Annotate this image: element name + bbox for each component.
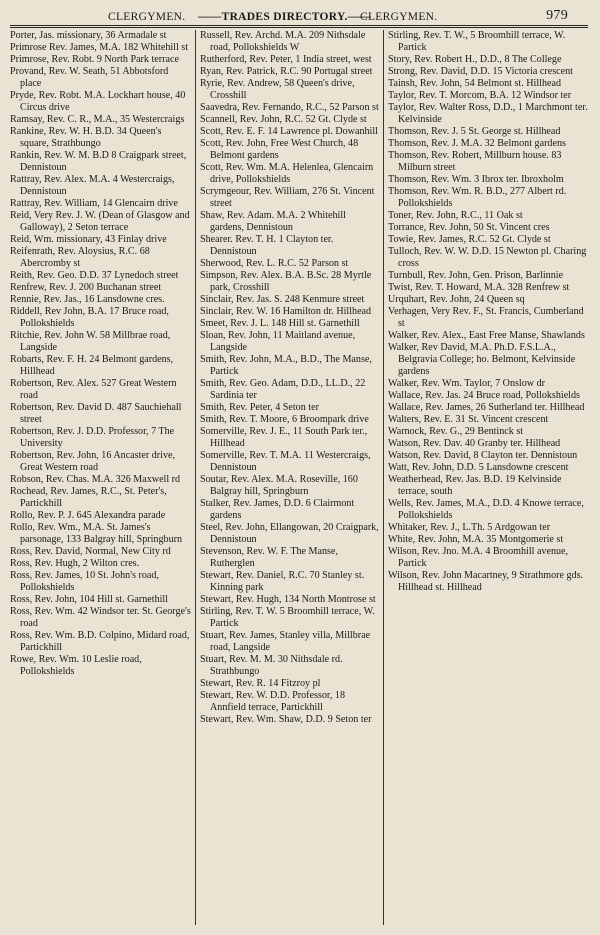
directory-entry: Wells, Rev. James, M.A., D.D. 4 Knowe terrace, Pollokshields [388,498,584,521]
directory-entry: Rankin, Rev. W. M. B.D 8 Craigpark street, Dennistoun [10,150,187,173]
header-rule-bottom [10,27,588,28]
directory-entry: Ross, Rev. David, Normal, New City rd [10,546,171,557]
directory-entry: Rutherford, Rev. Peter, 1 India street, west [200,54,372,65]
directory-entry: Scrymgeour, Rev. William, 276 St. Vincent street [200,186,375,209]
column-divider [383,30,384,925]
directory-entry: Wilson, Rev. Jno. M.A. 4 Broomhill avenue, Partick [388,546,569,569]
directory-entry: Rennie, Rev. Jas., 16 Lansdowne cres. [10,294,165,305]
directory-entry: Sherwood, Rev. L. R.C. 52 Parson st [200,258,349,269]
directory-entry: Porter, Jas. missionary, 36 Armadale st [10,30,167,41]
directory-entry: Ross, Rev. Hugh, 2 Wilton cres. [10,558,140,569]
directory-entry: Weatherhead, Rev. Jas. B.D. 19 Kelvinside terrace, south [388,474,562,497]
directory-entry: Scannell, Rev. John, R.C. 52 Gt. Clyde st [200,114,367,125]
directory-entry: Somerville, Rev. T. M.A. 11 Westercraigs, Dennistoun [200,450,371,473]
directory-entry: Shearer. Rev. T. H. 1 Clayton ter. Dennistoun [200,234,334,257]
directory-entry: Stewart, Rev. Wm. Shaw, D.D. 9 Seton ter [200,714,372,725]
directory-entry: Primrose Rev. James, M.A. 182 Whitehill st [10,42,189,53]
directory-entry: Renfrew, Rev. J. 200 Buchanan street [10,282,162,293]
directory-entry: Simpson, Rev. Alex. B.A. B.Sc. 28 Myrtle park, Crosshill [200,270,372,293]
directory-entry: Soutar, Rev. Alex. M.A. Roseville, 160 Balgray hill, Springburn [200,474,358,497]
directory-entry: Stevenson, Rev. W. F. The Manse, Rutherglen [200,546,338,569]
directory-entry: Stuart, Rev. James, Stanley villa, Millbrae road, Langside [200,630,371,653]
directory-entry: Scott, Rev. Wm. M.A. Helenlea, Glencairn drive, Pollokshields [200,162,374,185]
directory-entry: Verhagen, Very Rev. F., St. Francis, Cumberland st [388,306,584,329]
directory-entry: Warnock, Rev. G., 29 Bentinck st [388,426,524,437]
directory-entry: Robertson, Rev. David D. 487 Sauchiehall street [10,402,182,425]
directory-entry: Sloan, Rev. John, 11 Maitland avenue, Langside [200,330,356,353]
directory-entry: Rankine, Rev. W. H. B.D. 34 Queen's square, Strathbungo [10,126,162,149]
directory-entry: Robson, Rev. Chas. M.A. 326 Maxwell rd [10,474,181,485]
directory-entry: Steel, Rev. John, Ellangowan, 20 Craigpark, Dennistoun [200,522,379,545]
directory-entry: Robertson, Rev. J. D.D. Professor, 7 The University [10,426,175,449]
directory-entry: Riddell, Rev John, B.A. 17 Bruce road, Pollokshields [10,306,169,329]
directory-entry: Rattray, Rev. William, 14 Glencairn drive [10,198,178,209]
directory-entry: Urquhart, Rev. John, 24 Queen sq [388,294,525,305]
directory-entry: Torrance, Rev. John, 50 St. Vincent cres [388,222,550,233]
column-1 [10,30,192,925]
directory-entry: Toner, Rev. John, R.C., 11 Oak st [388,210,523,221]
directory-entry: Ryan, Rev. Patrick, R.C. 90 Portugal street [200,66,373,77]
directory-entry: Twist, Rev. T. Howard, M.A. 328 Renfrew st [388,282,570,293]
directory-entry: White, Rev. John, M.A. 35 Montgomerie st [388,534,564,545]
directory-entry: Ramsay, Rev. C. R., M.A., 35 Westercraigs [10,114,185,125]
directory-entry: Ross, Rev. James, 10 St. John's road, Pollokshields [10,570,159,593]
directory-entry: Smith, Rev. Geo. Adam, D.D., LL.D., 22 Sardinia ter [200,378,366,401]
directory-entry: Walker, Rev David, M.A. Ph.D. F.S.L.A., Belgravia College; ho. Belmont, Kelvinside gardens [388,342,576,377]
directory-entry: Ross, Rev. Wm. B.D. Colpino, Midard road, Partickhill [10,630,190,653]
directory-entry: Reith, Rev. Geo. D.D. 37 Lynedoch street [10,270,179,281]
directory-entry: Thomson, Rev. Wm. 3 Ibrox ter. Ibroxholm [388,174,564,185]
directory-entry: Reid, Very Rev. J. W. (Dean of Glasgow and Galloway), 2 Seton terrace [10,210,190,233]
directory-entry: Strong, Rev. David, D.D. 15 Victoria crescent [388,66,573,77]
directory-entry: Ryrie, Rev. Andrew, 58 Queen's drive, Crosshill [200,78,355,101]
directory-entry: Stuart, Rev. M. M. 30 Nithsdale rd. Strathbungo [200,654,343,677]
directory-entry: Stirling, Rev. T. W. 5 Broomhill terrace, W. Partick [200,606,375,629]
column-2 [200,30,380,925]
directory-entry: Primrose, Rev. Robt. 9 North Park terrace [10,54,179,65]
directory-entry: Tulloch, Rev. W. W. D.D. 15 Newton pl. Charing cross [388,246,587,269]
directory-entry: Stalker, Rev. James, D.D. 6 Clairmont gardens [200,498,355,521]
directory-entry: Scott, Rev. John, Free West Church, 48 Belmont gardens [200,138,359,161]
directory-entry: Tainsh, Rev. John, 54 Belmont st. Hillhead [388,78,562,89]
header-left-label: CLERGYMEN. [108,11,186,23]
page-header [100,8,570,24]
directory-entry: Sinclair, Rev. W. 16 Hamilton dr. Hillhead [200,306,372,317]
header-rule-top [10,25,588,26]
directory-entry: Rochead, Rev. James, R.C., St. Peter's, Partickhill [10,486,167,509]
directory-entry: Provand, Rev. W. Seath, 51 Abbotsford place [10,66,169,89]
header-center-title: ——TRADES DIRECTORY.—— [198,11,372,23]
directory-entry: Wallace, Rev. Jas. 24 Bruce road, Pollokshields [388,390,580,401]
directory-entry: Pryde, Rev. Robt. M.A. Lockhart house, 40 Circus drive [10,90,186,113]
directory-entry: Walker, Rev. Alex., East Free Manse, Shawlands [388,330,585,341]
directory-entry: Robertson, Rev. Alex. 527 Great Western road [10,378,177,401]
directory-entry: Stewart, Rev. Hugh, 134 North Montrose st [200,594,376,605]
directory-entry: Walters, Rev. E. 31 St. Vincent crescent [388,414,549,425]
directory-entry: Watson, Rev. Dav. 40 Granby ter. Hillhead [388,438,561,449]
directory-entry: Stewart, Rev. Daniel, R.C. 70 Stanley st. Kinning park [200,570,365,593]
directory-entry: Ritchie, Rev. John W. 58 Millbrae road, Langside [10,330,171,353]
directory-entry: Smeet, Rev. J. L. 148 Hill st. Garnethill [200,318,360,329]
header-right-label: CLERGYMEN. [360,11,438,23]
directory-entry: Saavedra, Rev. Fernando, R.C., 52 Parson st [200,102,379,113]
directory-entry: Thomson, Rev. Wm. R. B.D., 277 Albert rd. Pollokshields [388,186,567,209]
directory-entry: Rollo, Rev. P. J. 645 Alexandra parade [10,510,166,521]
directory-entry: Robertson, Rev. John, 16 Ancaster drive, Great Western road [10,450,176,473]
directory-entry: Sinclair, Rev. Jas. S. 248 Kenmure street [200,294,365,305]
directory-entry: Shaw, Rev. Adam. M.A. 2 Whitehill gardens, Dennistoun [200,210,346,233]
page-number: 979 [546,8,568,23]
directory-entry: Taylor, Rev. Walter Ross, D.D., 1 Marchmont ter. Kelvinside [388,102,588,125]
directory-entry: Thomson, Rev. Robert, Millburn house. 83 Milburn street [388,150,562,173]
directory-entry: Watt, Rev. John, D.D. 5 Lansdowne crescent [388,462,569,473]
directory-entry: Robarts, Rev. F. H. 24 Belmont gardens, Hillhead [10,354,174,377]
directory-entry: Wallace, Rev. James, 26 Sutherland ter. Hillhead [388,402,585,413]
directory-entry: Thomson, Rev. J. 5 St. George st. Hillhead [388,126,561,137]
directory-entry: Thomson, Rev. J. M.A. 32 Belmont gardens [388,138,566,149]
directory-entry: Scott, Rev. E. F. 14 Lawrence pl. Dowanhill [200,126,378,137]
directory-entry: Rollo, Rev. Wm., M.A. St. James's parsonage, 133 Balgray hill, Springburn [10,522,183,545]
directory-entry: Story, Rev. Robert H., D.D., 8 The College [388,54,562,65]
directory-entry: Smith, Rev. Peter, 4 Seton ter [200,402,319,413]
directory-entry: Watson, Rev. David, 8 Clayton ter. Dennistoun [388,450,578,461]
directory-entry: Smith, Rev. John, M.A., B.D., The Manse, Partick [200,354,372,377]
directory-entry: Smith, Rev. T. Moore, 6 Broompark drive [200,414,369,425]
directory-entry: Somerville, Rev. J. E., 11 South Park ter., Hillhead [200,426,368,449]
column-3 [388,30,588,925]
directory-entry: Rowe, Rev. Wm. 10 Leslie road, Pollokshields [10,654,142,677]
directory-entry: Whitaker, Rev. J., L.Th. 5 Ardgowan ter [388,522,551,533]
directory-entry: Reid, Wm. missionary, 43 Finlay drive [10,234,167,245]
directory-entry: Russell, Rev. Archd. M.A. 209 Nithsdale road, Pollokshields W [200,30,366,53]
directory-entry: Walker, Rev. Wm. Taylor, 7 Onslow dr [388,378,545,389]
column-divider [195,30,196,925]
directory-entry: Towie, Rev. James, R.C. 52 Gt. Clyde st [388,234,551,245]
directory-entry: Wilson, Rev. John Macartney, 9 Strathmore gds. Hillhead st. Hillhead [388,570,584,593]
directory-entry: Ross, Rev. John, 104 Hill st. Garnethill [10,594,169,605]
directory-entry: Stirling, Rev. T. W., 5 Broomhill terrace, W. Partick [388,30,566,53]
directory-entry: Ross, Rev. Wm. 42 Windsor ter. St. George's road [10,606,191,629]
directory-entry: Stewart, Rev. W. D.D. Professor, 18 Annfield terrace, Partickhill [200,690,346,713]
directory-entry: Stewart, Rev. R. 14 Fitzroy pl [200,678,321,689]
directory-entry: Taylor, Rev. T. Morcom, B.A. 12 Windsor ter [388,90,572,101]
directory-entry: Reifenrath, Rev. Aloysius, R.C. 68 Abercromby st [10,246,150,269]
columns-area [10,30,588,925]
directory-entry: Rattray, Rev. Alex. M.A. 4 Westercraigs, Dennistoun [10,174,175,197]
directory-entry: Turnbull, Rev. John, Gen. Prison, Barlinnie [388,270,564,281]
